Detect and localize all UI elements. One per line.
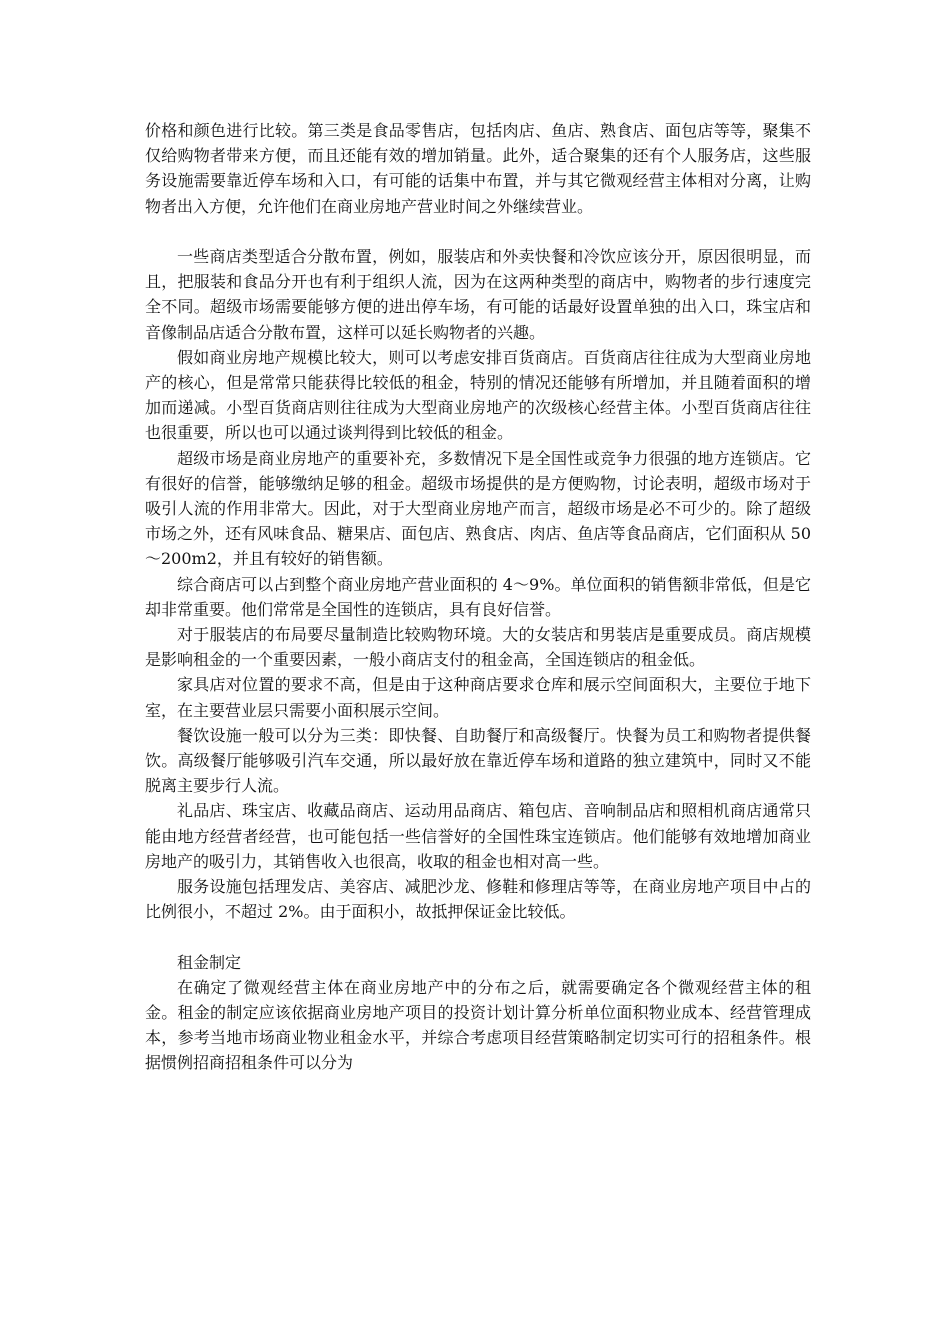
paragraph: 礼品店、珠宝店、收藏品商店、运动用品商店、箱包店、音响制品店和照相机商店通常只能由地方经营者经营，也可能包括一些信誉好的全国性珠宝连锁店。他们能够有效地增加商业房地产的吸引力，其销售收入也很高，收取的租金也相对高一些。 <box>145 801 811 871</box>
paragraph: 假如商业房地产规模比较大，则可以考虑安排百货商店。百货商店往往成为大型商业房地产的核心，但是常常只能获得比较低的租金，特别的情况还能够有所增加，并且随着面积的增加而递减。小型百货商店则往往成为大型商业房地产的次级核心经营主体。小型百货商店往往也很重要，所以也可以通过谈判得到比较低的租金。 <box>145 347 811 443</box>
paragraph: 在确定了微观经营主体在商业房地产中的分布之后，就需要确定各个微观经营主体的租金。租金的制定应该依据商业房地产项目的投资计划计算分析单位面积物业成本、经营管理成本，参考当地市场商业物业租金水平，并综合考虑项目经营策略制定切实可行的招租条件。根据惯例招商招租条件可以分为 <box>145 977 811 1073</box>
paragraph: 超级市场是商业房地产的重要补充，多数情况下是全国性或竞争力很强的地方连锁店。它有很好的信誉，能够缴纳足够的租金。超级市场提供的是方便购物，讨论表明，超级市场对于吸引人流的作用非常大。因此，对于大型商业房地产而言，超级市场是必不可少的。除了超级市场之外，还有风味食品、糖果店、面包店、熟食店、肉店、鱼店等食品商店，它们面积从 50～200m2，并且有较好的销售额。 <box>145 448 811 569</box>
paragraph: 服务设施包括理发店、美容店、减肥沙龙、修鞋和修理店等等，在商业房地产项目中占的比例很小，不超过 2%。由于面积小，故抵押保证金比较低。 <box>145 877 811 922</box>
paragraph: 对于服装店的布局要尽量制造比较购物环境。大的女装店和男装店是重要成员。商店规模是影响租金的一个重要因素，一般小商店支付的租金高，全国连锁店的租金低。 <box>145 625 811 670</box>
document-page <box>145 118 811 1076</box>
paragraph-spacer <box>145 924 811 949</box>
paragraph: 价格和颜色进行比较。第三类是食品零售店，包括肉店、鱼店、熟食店、面包店等等，聚集不仅给购物者带来方便，而且还能有效的增加销量。此外，适合聚集的还有个人服务店，这些服务设施需要靠近停车场和入口，有可能的话集中布置，并与其它微观经营主体相对分离，让购物者出入方便，允许他们在商业房地产营业时间之外继续营业。 <box>145 121 811 216</box>
paragraph: 一些商店类型适合分散布置，例如，服装店和外卖快餐和冷饮应该分开，原因很明显，而且，把服装和食品分开也有利于组织人流，因为在这两种类型的商店中，购物者的步行速度完全不同。超级市场需要能够方便的进出停车场，有可能的话最好设置单独的出入口，珠宝店和音像制品店适合分散布置，这样可以延长购物者的兴趣。 <box>145 247 811 342</box>
paragraph: 餐饮设施一般可以分为三类：即快餐、自助餐厅和高级餐厅。快餐为员工和购物者提供餐饮。高级餐厅能够吸引汽车交通，所以最好放在靠近停车场和道路的独立建筑中，同时又不能脱离主要步行人流。 <box>145 725 811 796</box>
paragraph-spacer <box>145 219 811 244</box>
paragraph: 家具店对位置的要求不高，但是由于这种商店要求仓库和展示空间面积大，主要位于地下室，在主要营业层只需要小面积展示空间。 <box>145 675 811 720</box>
paragraph: 综合商店可以占到整个商业房地产营业面积的 4～9%。单位面积的销售额非常低，但是它却非常重要。他们常常是全国性的连锁店，具有良好信誉。 <box>145 574 811 619</box>
section-heading: 租金制定 <box>177 952 242 972</box>
